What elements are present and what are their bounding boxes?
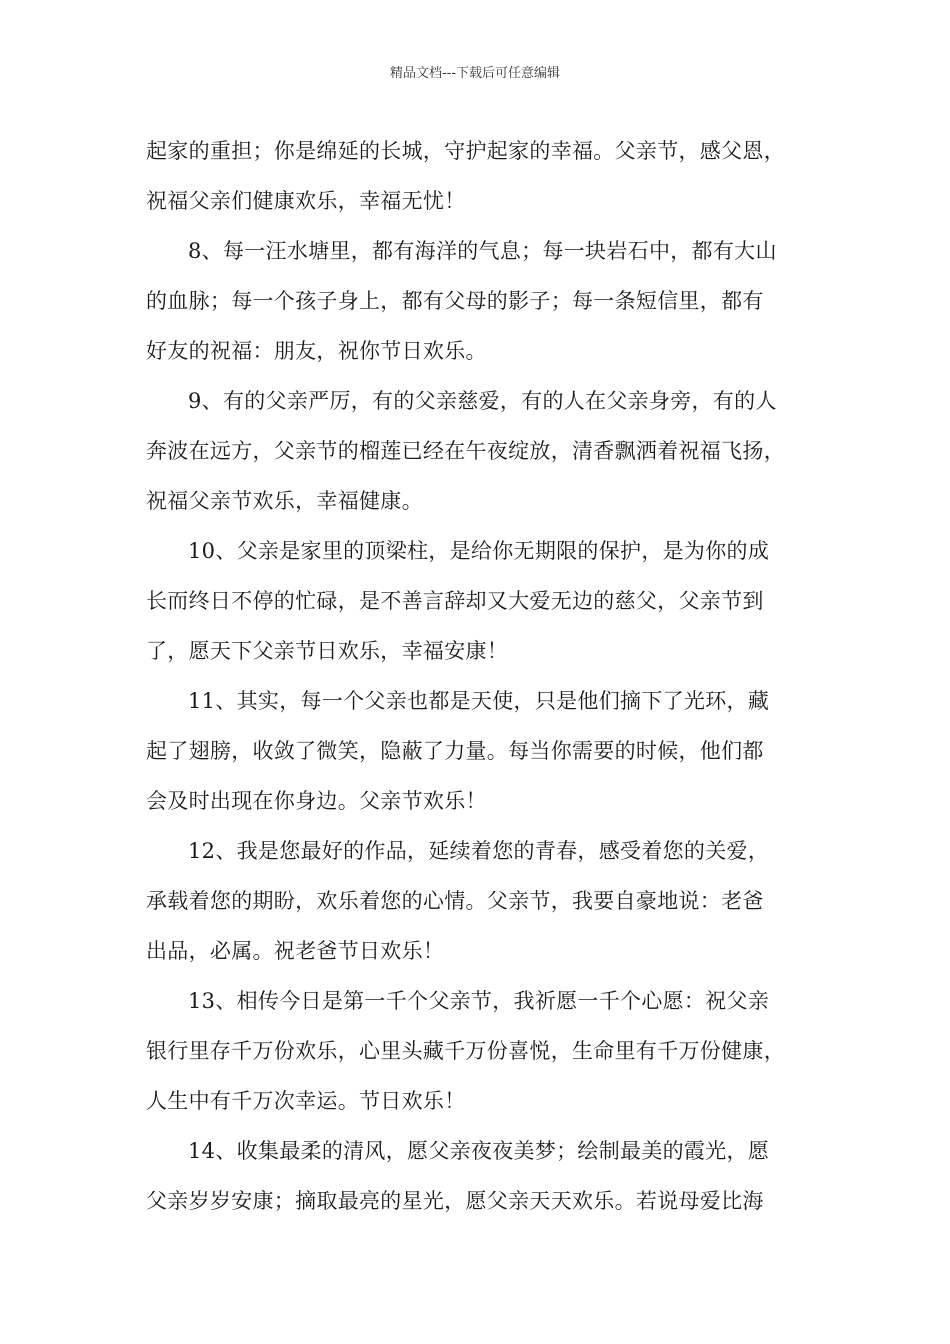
paragraph-continuation bbox=[146, 126, 836, 226]
text-line: 人生中有千万次幸运。节日欢乐！ bbox=[146, 1089, 466, 1113]
text-line: 承载着您的期盼，欢乐着您的心情。父亲节，我要自豪地说：老爸 bbox=[146, 889, 764, 913]
text-line: 的血脉；每一个孩子身上，都有父母的影子；每一条短信里，都有 bbox=[146, 289, 764, 313]
page-header: 精品文档---下载后可任意编辑 bbox=[389, 66, 561, 81]
paragraph-item-12 bbox=[146, 826, 836, 976]
text-line: 12、我是您最好的作品，延续着您的青春，感受着您的关爱， bbox=[188, 839, 770, 863]
paragraph-item-11 bbox=[146, 676, 836, 826]
text-line: 长而终日不停的忙碌，是不善言辞却又大爱无边的慈父，父亲节到 bbox=[146, 589, 764, 613]
text-line: 好友的祝福：朋友，祝你节日欢乐。 bbox=[146, 339, 487, 363]
text-line: 10、父亲是家里的顶梁柱，是给你无期限的保护，是为你的成 bbox=[188, 539, 770, 563]
paragraph-item-8 bbox=[146, 226, 836, 376]
text-line: 起了翅膀，收敛了微笑，隐蔽了力量。每当你需要的时候，他们都 bbox=[146, 739, 764, 763]
text-line: 13、相传今日是第一千个父亲节，我祈愿一千个心愿：祝父亲 bbox=[188, 989, 770, 1013]
text-line: 祝福父亲们健康欢乐，幸福无忧！ bbox=[146, 189, 466, 213]
text-line: 起家的重担；你是绵延的长城，守护起家的幸福。父亲节，感父恩， bbox=[146, 139, 785, 163]
paragraph-item-9 bbox=[146, 376, 836, 526]
text-line: 父亲岁岁安康；摘取最亮的星光，愿父亲天天欢乐。若说母爱比海 bbox=[146, 1189, 764, 1213]
text-line: 会及时出现在你身边。父亲节欢乐！ bbox=[146, 789, 487, 813]
text-line: 9、有的父亲严厉，有的父亲慈爱，有的人在父亲身旁，有的人 bbox=[188, 389, 777, 413]
paragraph-item-10 bbox=[146, 526, 836, 676]
text-line: 祝福父亲节欢乐，幸福健康。 bbox=[146, 489, 423, 513]
text-line: 了，愿天下父亲节日欢乐，幸福安康！ bbox=[146, 639, 509, 663]
text-line: 银行里存千万份欢乐，心里头藏千万份喜悦，生命里有千万份健康， bbox=[146, 1039, 785, 1063]
text-line: 14、收集最柔的清风，愿父亲夜夜美梦；绘制最美的霞光，愿 bbox=[188, 1139, 770, 1163]
text-line: 出品，必属。祝老爸节日欢乐！ bbox=[146, 939, 445, 963]
document-body bbox=[146, 126, 836, 1226]
text-line: 奔波在远方，父亲节的榴莲已经在午夜绽放，清香飘洒着祝福飞扬， bbox=[146, 439, 785, 463]
text-line: 8、每一汪水塘里，都有海洋的气息；每一块岩石中，都有大山 bbox=[188, 239, 777, 263]
paragraph-item-14 bbox=[146, 1126, 836, 1226]
text-line: 11、其实，每一个父亲也都是天使，只是他们摘下了光环，藏 bbox=[188, 689, 770, 713]
paragraph-item-13 bbox=[146, 976, 836, 1126]
